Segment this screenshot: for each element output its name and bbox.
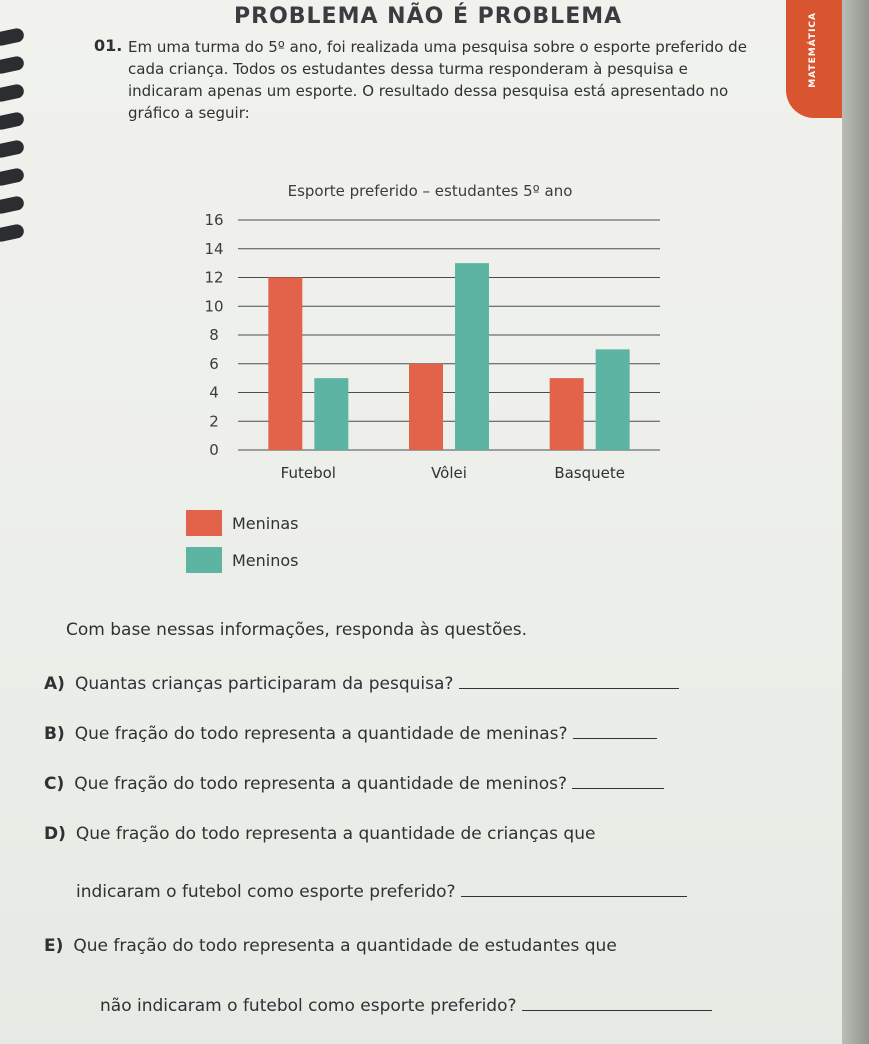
- question-d-text: Que fração do todo representa a quantidade de crianças que: [75, 824, 596, 844]
- y-tick-label: 12: [204, 268, 224, 287]
- y-tick-label: 2: [209, 412, 219, 431]
- question-e-continued: [100, 994, 712, 1016]
- question-b-letter: B): [44, 724, 65, 744]
- page-title: PROBLEMA NÃO É PROBLEMA: [234, 4, 623, 29]
- y-tick-label: 16: [204, 211, 224, 229]
- question-d: [44, 824, 595, 844]
- question-a-text: Quantas crianças participaram da pesquisa?: [74, 674, 454, 694]
- chart-title: Esporte preferido – estudantes 5º ano: [287, 182, 573, 200]
- question-a-letter: A): [44, 674, 65, 694]
- legend-label-meninas: Meninas: [232, 514, 299, 533]
- y-tick-label: 10: [204, 297, 224, 316]
- exercise-intro: Em uma turma do 5º ano, foi realizada uma pesquisa sobre o esporte preferido de cada criança. Todos os estudantes dessa turma responderam à pesquisa e indicaram apenas um esporte. O resultado dessa pesquisa está apresentado no gráfico a seguir:: [128, 38, 747, 122]
- y-tick-label: 6: [209, 354, 219, 373]
- question-c-text: Que fração do todo representa a quantidade de meninos?: [74, 774, 568, 794]
- exercise-number: 01.: [94, 36, 123, 55]
- y-tick-label: 0: [209, 441, 219, 459]
- legend-label-meninos: Meninos: [232, 551, 299, 570]
- bar-basquete-meninos: [596, 349, 630, 450]
- bar-vôlei-meninas: [409, 364, 443, 450]
- question-e-letter: E): [44, 936, 64, 956]
- y-tick-label: 8: [209, 326, 219, 344]
- question-d-letter: D): [44, 824, 66, 844]
- y-tick-label: 14: [204, 239, 224, 258]
- question-e-text-2: não indicaram o futebol como esporte preferido?: [100, 996, 517, 1016]
- bar-chart: [180, 170, 680, 510]
- question-d-text-2: indicaram o futebol como esporte preferido?: [76, 882, 456, 902]
- x-category-label: Futebol: [280, 464, 336, 482]
- y-tick-label: 4: [209, 383, 219, 402]
- answer-b-line[interactable]: [573, 722, 657, 739]
- question-c: [44, 772, 664, 794]
- question-c-letter: C): [44, 774, 65, 794]
- x-category-label: Basquete: [554, 464, 626, 482]
- bar-futebol-meninos: [314, 378, 348, 450]
- question-b-text: Que fração do todo representa a quantidade de meninas?: [74, 724, 568, 744]
- answer-d-line[interactable]: [461, 880, 687, 897]
- question-a: [44, 672, 679, 694]
- bar-futebol-meninas: [268, 278, 302, 451]
- question-b: [44, 722, 657, 744]
- subject-tab-label: MATEMÁTICA: [808, 12, 818, 88]
- question-d-continued: [76, 880, 687, 902]
- question-e: [44, 936, 617, 956]
- binder-holes: [0, 20, 40, 280]
- x-category-label: Vôlei: [431, 464, 467, 482]
- bar-vôlei-meninos: [455, 263, 489, 450]
- answer-c-line[interactable]: [572, 772, 664, 789]
- answer-e-line[interactable]: [522, 994, 712, 1011]
- page-edge-shadow: [842, 0, 869, 1044]
- instructions: Com base nessas informações, responda às questões.: [66, 620, 528, 640]
- legend-swatch-meninas: [186, 510, 222, 536]
- bar-basquete-meninas: [550, 378, 584, 450]
- question-e-text: Que fração do todo representa a quantidade de estudantes que: [73, 936, 617, 956]
- legend-swatch-meninos: [186, 547, 222, 573]
- answer-a-line[interactable]: [459, 672, 679, 689]
